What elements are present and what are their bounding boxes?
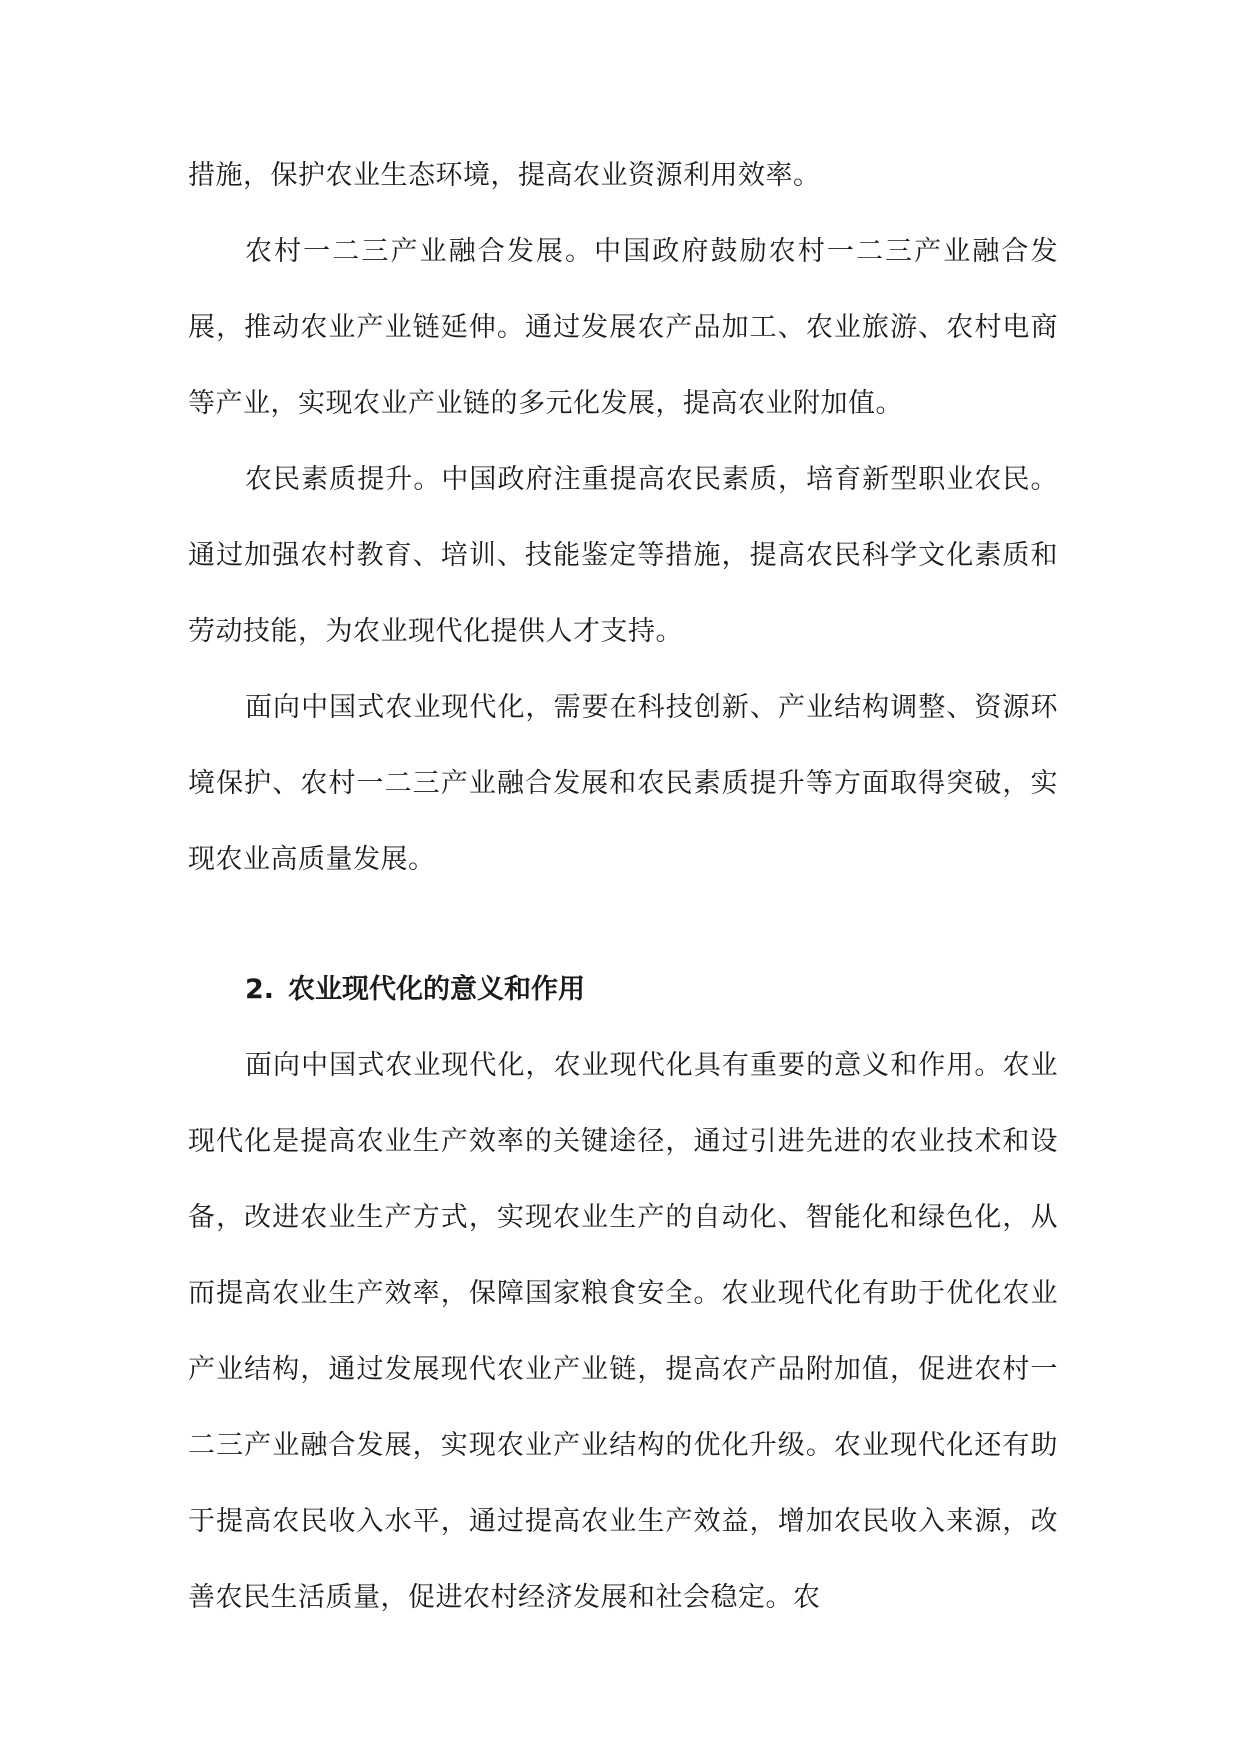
paragraph-summary: 面向中国式农业现代化，需要在科技创新、产业结构调整、资源环境保护、农村一二三产业融合发展和农民素质提升等方面取得突破，实现农业高质量发展。 (188, 692, 1058, 875)
paragraph-significance: 面向中国式农业现代化，农业现代化具有重要的意义和作用。农业现代化是提高农业生产效率的关键途径，通过引进先进的农业技术和设备，改进农业生产方式，实现农业生产的自动化、智能化和绿色化，从而提高农业生产效率，保障国家粮食安全。农业现代化有助于优化农业产业结构，通过发展现代农业产业链，提高农产品附加值，促进农村一二三产业融合发展，实现农业产业结构的优化升级。农业现代化还有助于提高农民收入水平，通过提高农业生产效益，增加农民收入来源，改善农民生活质量，促进农村经济发展和社会稳定。农 (188, 1050, 1058, 1613)
section-number: 2. (245, 974, 275, 1005)
page-content (188, 138, 1058, 1636)
section-title: 农业现代化的意义和作用 (288, 974, 586, 1005)
paragraph-industry-integration: 农村一二三产业融合发展。中国政府鼓励农村一二三产业融合发展，推动农业产业链延伸。通过发展农产品加工、农业旅游、农村电商等产业，实现农业产业链的多元化发展，提高农业附加值。 (188, 236, 1058, 419)
section-heading (188, 952, 1058, 1028)
paragraph-farmer-quality: 农民素质提升。中国政府注重提高农民素质，培育新型职业农民。通过加强农村教育、培训、技能鉴定等措施，提高农民科学文化素质和劳动技能，为农业现代化提供人才支持。 (188, 464, 1058, 647)
paragraph-continued: 措施，保护农业生态环境，提高农业资源利用效率。 (188, 160, 821, 191)
